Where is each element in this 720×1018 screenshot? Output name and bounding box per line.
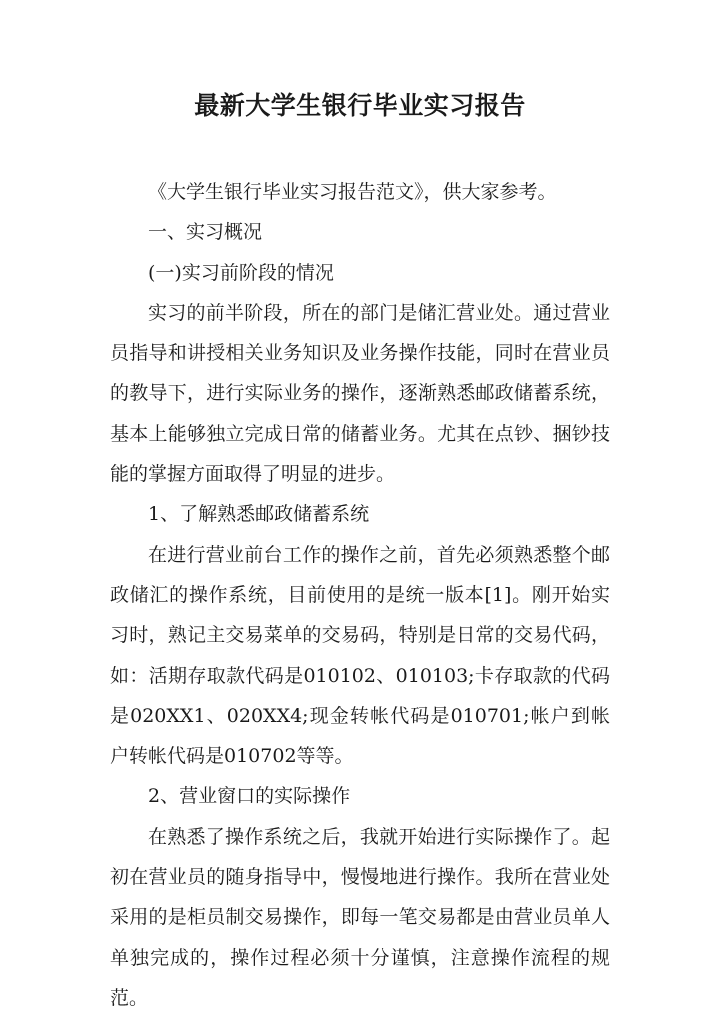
item-heading-window-operation: 2、营业窗口的实际操作 bbox=[148, 785, 351, 808]
paragraph-window-operation: 在熟悉了操作系统之后，我就开始进行实际操作了。起初在营业员的随身指导中，慢慢地进行操作。我所在营业处采用的是柜员制交易操作，即每一笔交易都是由营业员单人单独完成的，操作过程必须十分谨慎，注意操作流程的规范。 bbox=[110, 825, 610, 1009]
document-title: 最新大学生银行毕业实习报告 bbox=[194, 91, 526, 120]
intro-paragraph: 《大学生银行毕业实习报告范文》，供大家参考。 bbox=[148, 181, 557, 203]
item-heading-system: 1、了解熟悉邮政储蓄系统 bbox=[148, 503, 370, 526]
subsection-heading-early-stage: (一)实习前阶段的情况 bbox=[148, 261, 334, 284]
section-heading-overview: 一、实习概况 bbox=[148, 221, 263, 244]
document-body bbox=[110, 172, 610, 1018]
paragraph-early-stage: 实习的前半阶段，所在的部门是储汇营业处。通过营业员指导和讲授相关业务知识及业务操作技能，同时在营业员的教导下，进行实际业务的操作，逐渐熟悉邮政储蓄系统，基本上能够独立完成日常的储蓄业务。尤其在点钞、捆钞技能的掌握方面取得了明显的进步。 bbox=[110, 301, 610, 486]
paragraph-system: 在进行营业前台工作的操作之前，首先必须熟悉整个邮政储汇的操作系统，目前使用的是统一版本[1]。刚开始实习时，熟记主交易菜单的交易码，特别是日常的交易代码，如：活期存取款代码是010102、010103;卡存取款的代码是020XX1、020XX4;现金转帐代码是010701;帐户到帐户转帐代码是010702等等。 bbox=[110, 543, 610, 768]
